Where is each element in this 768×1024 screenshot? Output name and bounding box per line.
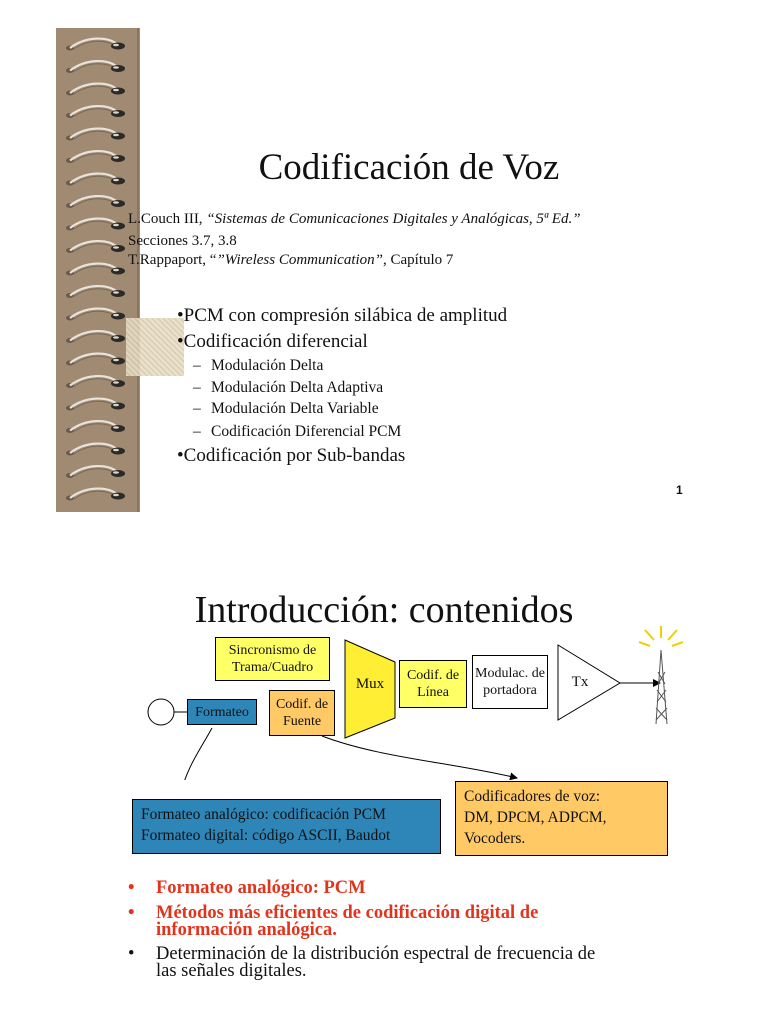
info-codificadores-title: Codificadores de voz: bbox=[464, 788, 601, 805]
spiral-ring bbox=[66, 354, 125, 366]
subitem-modulacion-delta-variable: – Modulación Delta Variable bbox=[193, 400, 379, 417]
spiral-ring bbox=[66, 444, 125, 456]
sync-block: Sincronismo de Trama/Cuadro bbox=[215, 637, 330, 681]
spiral-ring bbox=[66, 61, 125, 73]
block-diagram-lines bbox=[0, 620, 768, 780]
spiral-ring bbox=[66, 466, 125, 478]
spiral-ring bbox=[66, 399, 125, 411]
tx-label: Tx bbox=[571, 674, 589, 690]
spiral-ring bbox=[66, 196, 125, 208]
spiral-ring bbox=[66, 421, 125, 433]
info-codificadores-vocoders: Vocoders. bbox=[464, 830, 526, 847]
info-codificadores-list: DM, DPCM, ADPCM, bbox=[464, 809, 607, 826]
modulacion-portadora-block: Modulac. de portadora bbox=[472, 655, 548, 709]
spiral-binding bbox=[56, 28, 140, 512]
bullet-sub-bandas: •Codificación por Sub-bandas bbox=[177, 445, 406, 466]
subitem-modulacion-delta: – Modulación Delta bbox=[193, 357, 324, 374]
bullet-pcm-compresion: •PCM con compresión silábica de amplitud bbox=[177, 305, 508, 326]
slide1-title: Codificación de Voz bbox=[258, 147, 560, 188]
info-formateo-analogico: Formateo analógico: codificación PCM bbox=[141, 806, 386, 823]
bullet-metodos-eficientes-cont: información analógica. bbox=[156, 920, 337, 940]
antenna-signal-icon bbox=[639, 626, 683, 646]
antenna-tower-icon bbox=[656, 650, 667, 724]
bullet-formateo-analogico: • Formateo analógico: PCM bbox=[128, 878, 366, 898]
page-number: 1 bbox=[676, 483, 683, 497]
info-formateo bbox=[132, 799, 441, 854]
spiral-ring bbox=[66, 106, 125, 118]
spiral-ring bbox=[66, 219, 125, 231]
mux-label: Mux bbox=[355, 676, 385, 692]
spiral-ring bbox=[66, 129, 125, 141]
spiral-ring bbox=[66, 331, 125, 343]
codif-linea-block: Codif. de Línea bbox=[399, 660, 467, 708]
spiral-ring bbox=[66, 376, 125, 388]
formateo-block: Formateo bbox=[187, 699, 257, 725]
subitem-modulacion-delta-adaptiva: – Modulación Delta Adaptiva bbox=[193, 379, 384, 396]
spiral-ring bbox=[66, 39, 125, 51]
bullet-metodos-eficientes: • Métodos más eficientes de codificación digital de bbox=[128, 903, 539, 923]
slide2-title: Introducción: contenidos bbox=[194, 589, 574, 631]
reference-rappaport: T.Rappaport, “”Wireless Communication”, Capítulo 7 bbox=[128, 252, 454, 268]
bullet-distribucion-espectral: • Determinación de la distribución espectral de frecuencia de bbox=[128, 944, 596, 964]
reference-couch: L.Couch III, “Sistemas de Comunicaciones Digitales y Analógicas, 5ª Ed.” bbox=[128, 211, 581, 227]
codif-fuente-block: Codif. de Fuente bbox=[269, 690, 335, 736]
info-formateo-digital: Formateo digital: código ASCII, Baudot bbox=[141, 827, 391, 844]
spiral-ring bbox=[66, 84, 125, 96]
spiral-ring bbox=[66, 241, 125, 253]
spiral-ring bbox=[66, 286, 125, 298]
info-codificadores bbox=[455, 781, 668, 856]
spiral-ring bbox=[66, 264, 125, 276]
fabric-swatch bbox=[126, 318, 184, 376]
bullet-codificacion-diferencial: •Codificación diferencial bbox=[177, 331, 368, 352]
bullet-distribucion-espectral-cont: las señales digitales. bbox=[156, 961, 307, 981]
subitem-codificacion-diferencial-pcm: – Codificación Diferencial PCM bbox=[193, 423, 402, 440]
spiral-ring bbox=[66, 309, 125, 321]
spiral-ring bbox=[66, 489, 125, 501]
reference-sections: Secciones 3.7, 3.8 bbox=[128, 233, 237, 249]
source-circle bbox=[148, 699, 174, 725]
